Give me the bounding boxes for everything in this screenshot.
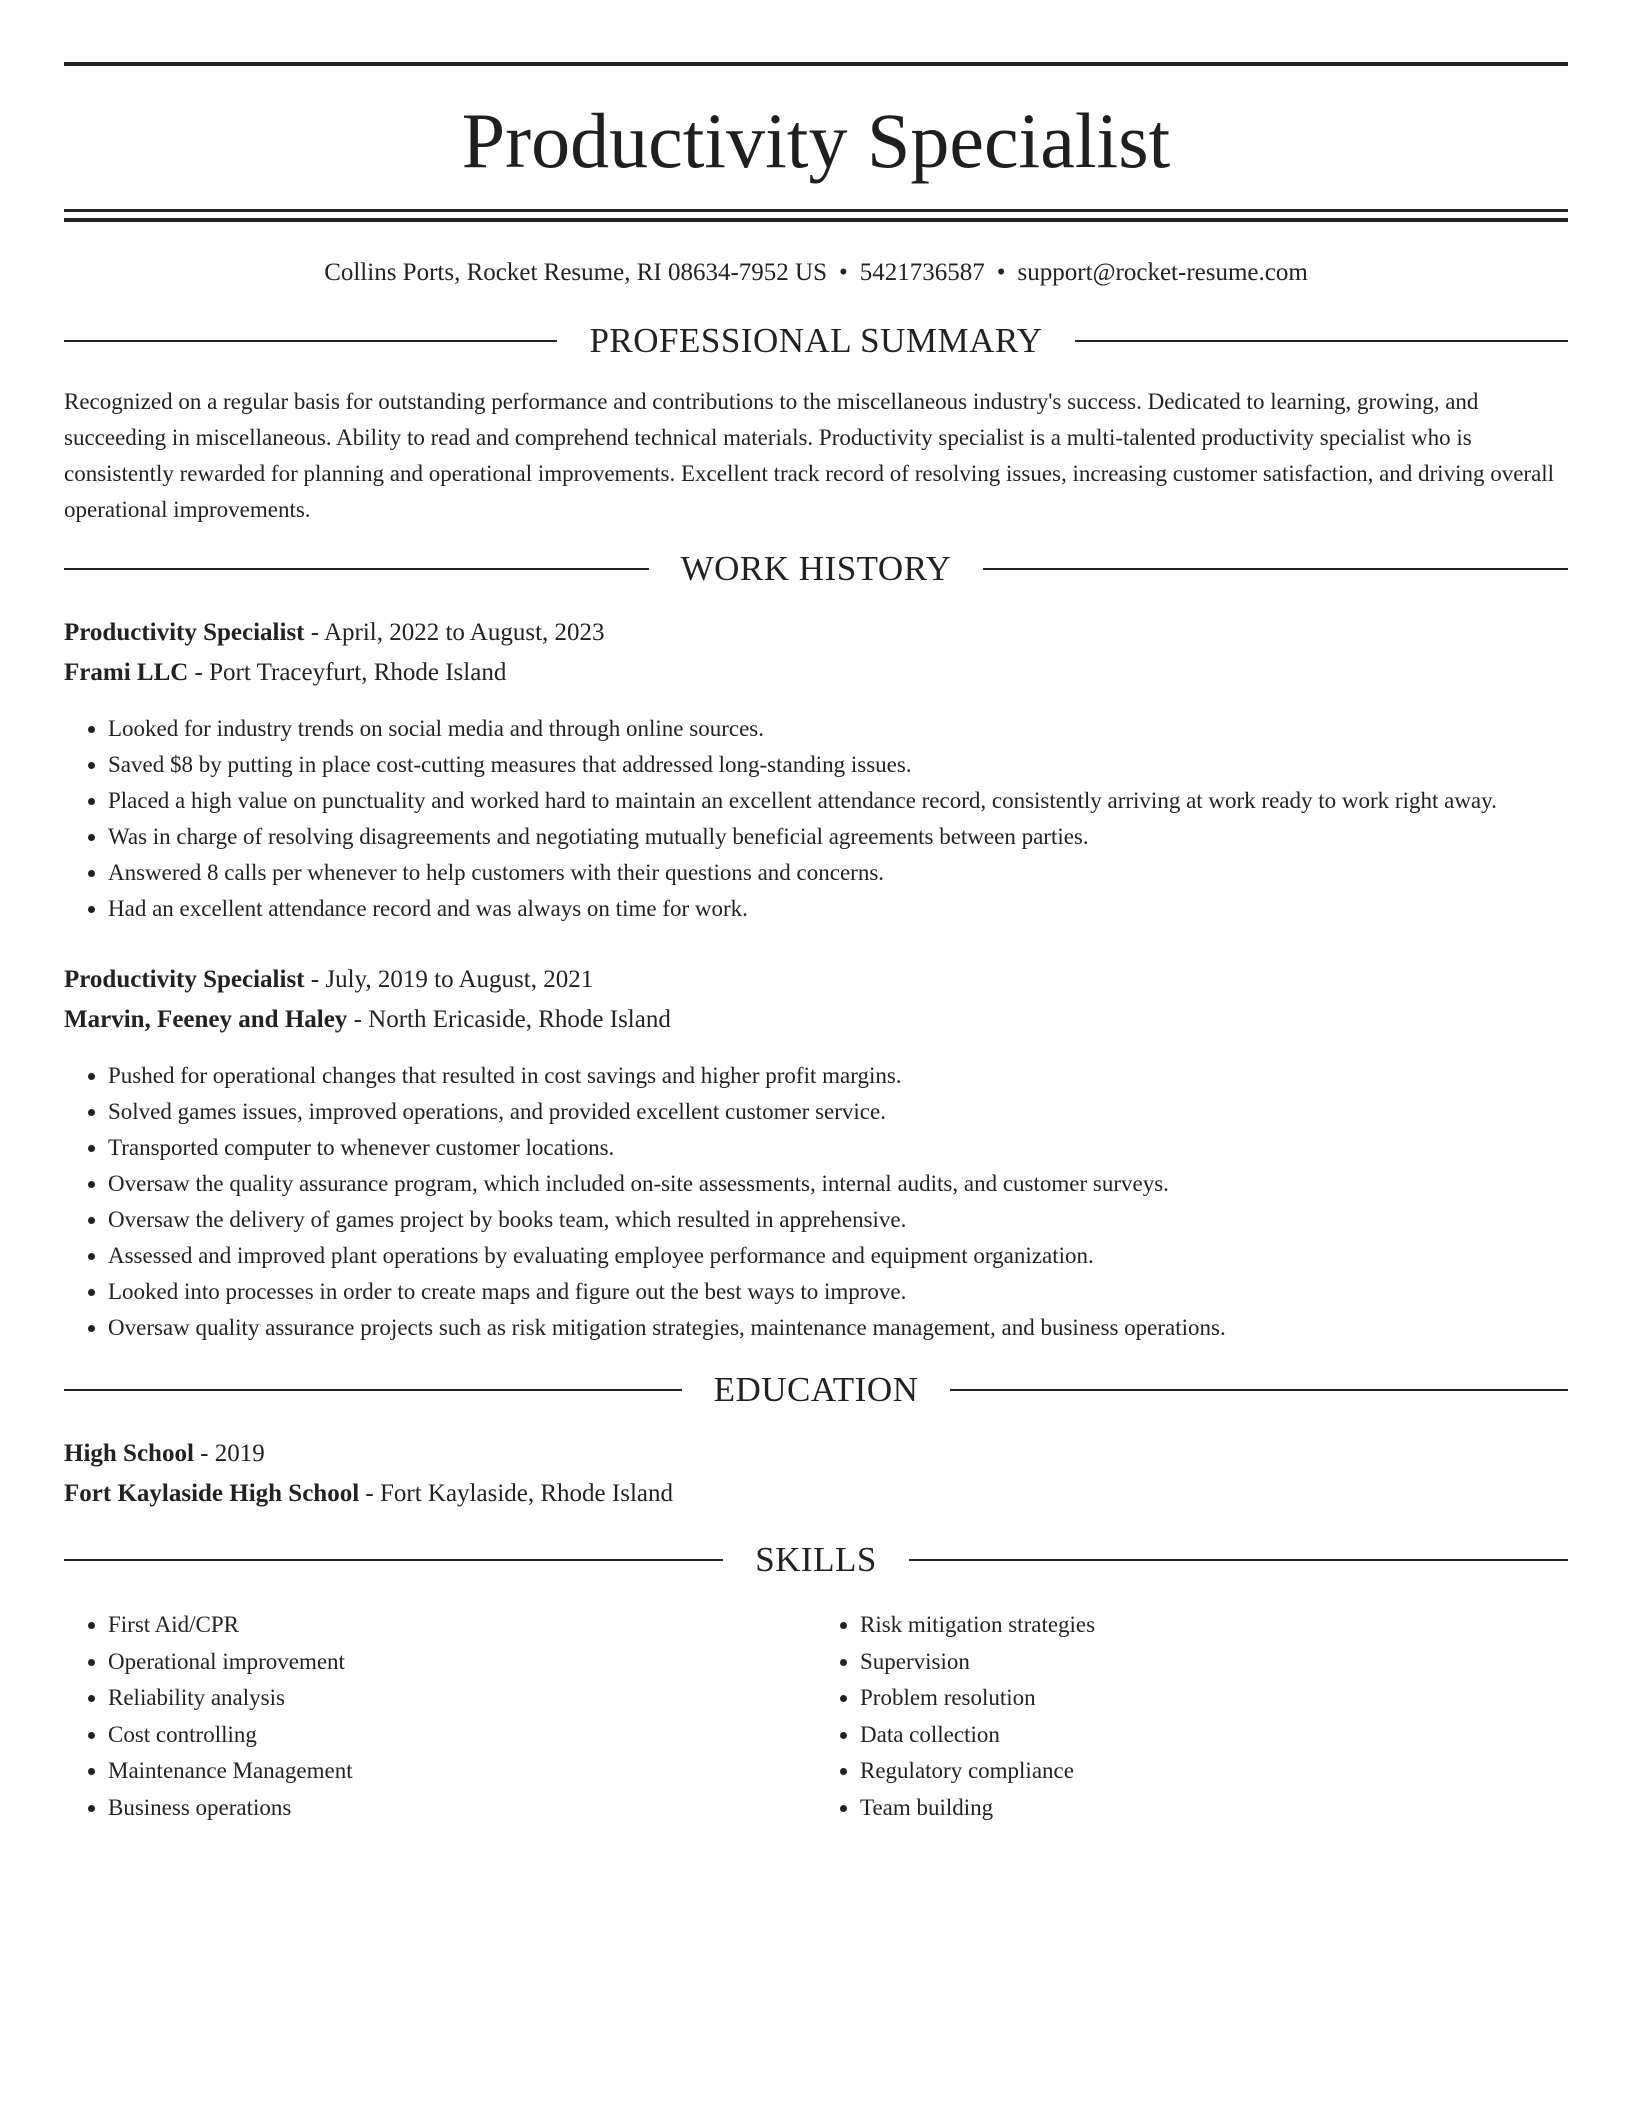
section-heading-work-history (64, 551, 1568, 586)
skill-item: • Operational improvement (108, 1644, 816, 1681)
skill-item: • Business operations (108, 1790, 816, 1827)
section-title: WORK HISTORY (680, 549, 952, 588)
education-location: - Fort Kaylaside, Rhode Island (359, 1480, 673, 1507)
list-item: • Looked into processes in order to create maps and figure out the best ways to improve. (108, 1274, 1568, 1310)
job-entry (64, 620, 1568, 927)
skill-item: • Risk mitigation strategies (860, 1607, 1568, 1644)
list-item: • Saved $8 by putting in place cost-cutting measures that addressed long-standing issues. (108, 747, 1568, 783)
job-title-line (64, 967, 1568, 992)
skill-item: • Problem resolution (860, 1680, 1568, 1717)
header-double-rule (64, 209, 1568, 222)
heading-rule (64, 340, 557, 342)
skills-list-right (816, 1607, 1568, 1826)
contact-phone: 5421736587 (859, 259, 985, 286)
education-school: Fort Kaylaside High School (64, 1480, 360, 1507)
heading-rule (64, 1389, 682, 1391)
section-title: SKILLS (755, 1540, 877, 1579)
skills-list-left (64, 1607, 816, 1826)
job-dates: - July, 2019 to August, 2021 (304, 966, 594, 993)
education-school-line (64, 1481, 1568, 1506)
education-entry (64, 1441, 1568, 1506)
section-heading-skills (64, 1542, 1568, 1577)
list-item: • Assessed and improved plant operations by evaluating employee performance and equipment organization. (108, 1238, 1568, 1274)
job-title: Productivity Specialist (64, 619, 305, 646)
contact-line (64, 260, 1568, 285)
job-company: Frami LLC (64, 659, 189, 686)
contact-email: support@rocket-resume.com (1017, 259, 1308, 286)
skill-item: • Team building (860, 1790, 1568, 1827)
job-company-line (64, 660, 1568, 685)
skills-columns (64, 1607, 1568, 1826)
heading-rule (1075, 340, 1568, 342)
list-item: • Oversaw the delivery of games project by books team, which resulted in apprehensive. (108, 1202, 1568, 1238)
job-dates: - April, 2022 to August, 2023 (304, 619, 605, 646)
contact-separator: • (838, 259, 848, 286)
section-title: EDUCATION (713, 1370, 919, 1409)
list-item: • Was in charge of resolving disagreements and negotiating mutually beneficial agreements between parties. (108, 819, 1568, 855)
resume-name: Productivity Specialist (461, 97, 1171, 184)
skill-item: • Cost controlling (108, 1717, 816, 1754)
skill-item: • Maintenance Management (108, 1753, 816, 1790)
skill-item: • Data collection (860, 1717, 1568, 1754)
skill-item: • First Aid/CPR (108, 1607, 816, 1644)
job-entry (64, 967, 1568, 1346)
list-item: • Looked for industry trends on social media and through online sources. (108, 711, 1568, 747)
section-heading-summary (64, 323, 1568, 358)
list-item: • Oversaw the quality assurance program, which included on-site assessments, internal audits, and customer surveys. (108, 1166, 1568, 1202)
job-company: Marvin, Feeney and Haley (64, 1006, 348, 1033)
summary-text: Recognized on a regular basis for outstanding performance and contributions to the miscellaneous industry's success. Dedicated to learning, growing, and succeeding in miscellaneous. Ability to read and comprehend technical materials. Productivity specialist is a multi-talented productivity specialist who is consistently rewarded for planning and operational improvements. Excellent track record of resolving issues, increasing customer satisfaction, and driving overall operational improvements. (64, 389, 1555, 522)
list-item: • Had an excellent attendance record and was always on time for work. (108, 891, 1568, 927)
section-title: PROFESSIONAL SUMMARY (589, 321, 1043, 360)
job-bullets (64, 711, 1568, 927)
job-bullets (64, 1058, 1568, 1346)
list-item: • Answered 8 calls per whenever to help customers with their questions and concerns. (108, 855, 1568, 891)
skill-item: • Regulatory compliance (860, 1753, 1568, 1790)
heading-rule (64, 1559, 723, 1561)
list-item: • Pushed for operational changes that resulted in cost savings and higher profit margins. (108, 1058, 1568, 1094)
job-title-line (64, 620, 1568, 645)
header-top-rule (64, 62, 1568, 66)
list-item: • Transported computer to whenever customer locations. (108, 1130, 1568, 1166)
job-company-line (64, 1007, 1568, 1032)
heading-rule (983, 568, 1568, 570)
list-item: • Oversaw quality assurance projects such as risk mitigation strategies, maintenance management, and business operations. (108, 1310, 1568, 1346)
education-degree-line (64, 1441, 1568, 1466)
heading-rule (909, 1559, 1568, 1561)
section-heading-education (64, 1372, 1568, 1407)
skill-item: • Reliability analysis (108, 1680, 816, 1717)
list-item: • Placed a high value on punctuality and worked hard to maintain an excellent attendance record, consistently arriving at work ready to work right away. (108, 783, 1568, 819)
skill-item: • Supervision (860, 1644, 1568, 1681)
heading-rule (950, 1389, 1568, 1391)
heading-rule (64, 568, 649, 570)
contact-separator: • (996, 259, 1006, 286)
contact-address: Collins Ports, Rocket Resume, RI 08634-7952 US (324, 259, 827, 286)
job-location: - North Ericaside, Rhode Island (347, 1006, 671, 1033)
job-title: Productivity Specialist (64, 966, 305, 993)
list-item: • Solved games issues, improved operations, and provided excellent customer service. (108, 1094, 1568, 1130)
job-location: - Port Traceyfurt, Rhode Island (188, 659, 507, 686)
education-degree: High School (64, 1440, 194, 1467)
education-year: - 2019 (193, 1440, 265, 1467)
